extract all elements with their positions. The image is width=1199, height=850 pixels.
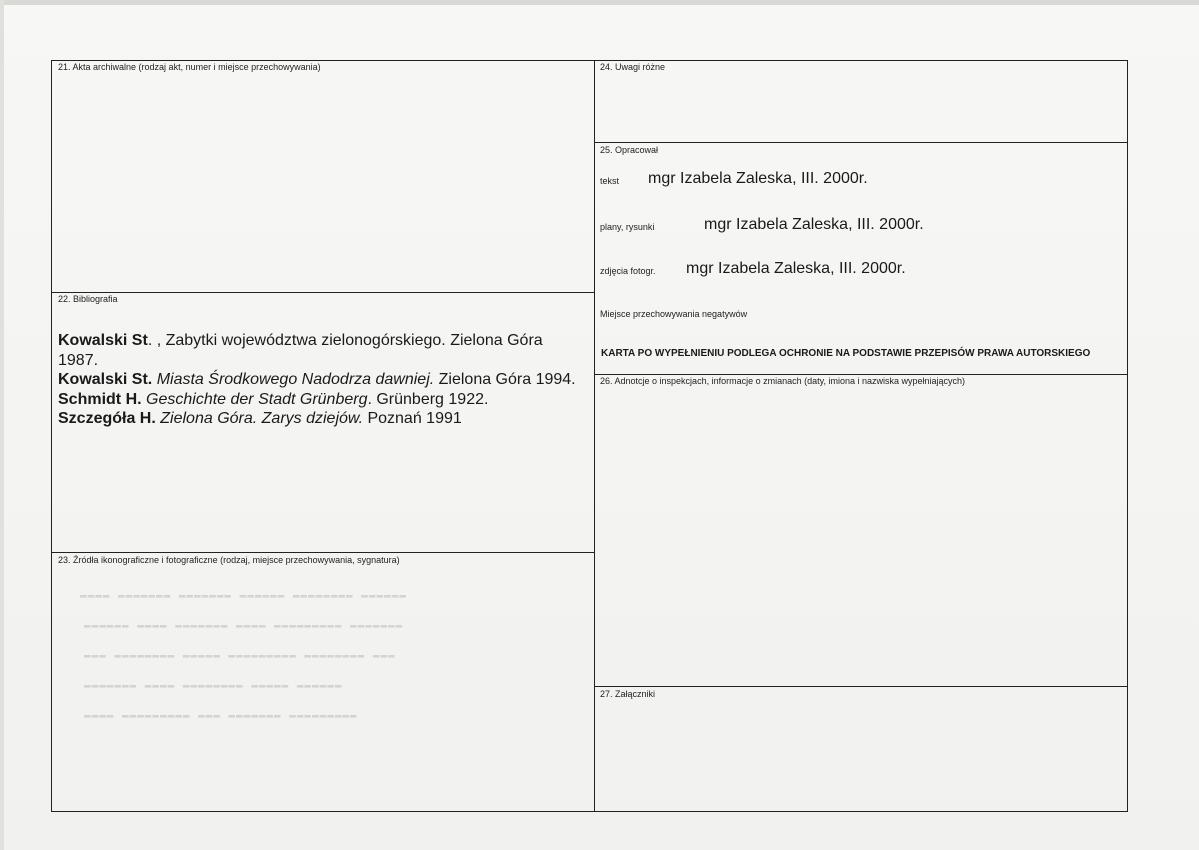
paper-edge-left [0,0,4,850]
bibliography-entry [58,331,585,370]
entry-title: Miasta Środkowego Nadodrza dawniej. [156,371,435,388]
plany-rysunki-author: mgr Izabela Zaleska, III. 2000r. [704,216,924,233]
bleed-through-text: ▬▬▬ ▬▬▬▬▬▬▬▬ ▬▬▬▬▬ ▬▬▬▬▬▬▬▬▬ ▬▬▬▬▬▬▬▬ ▬▬▬ [84,650,396,662]
section-24-label: 24. Uwagi różne [600,62,666,72]
section-27-zalaczniki [594,686,1128,812]
bibliography-list [58,331,585,429]
entry-author: Szczegóła H. [58,410,156,427]
entry-separator: . , [147,332,166,349]
section-22-label: 22. Bibliografia [58,294,118,304]
section-25-opracowal [594,142,1128,374]
section-23-zrodla-ikonograficzne [51,552,594,812]
section-25-label: 25. Opracował [600,145,659,155]
plany-rysunki-label: plany, rysunki [600,222,655,232]
paper-edge-top [0,0,1199,5]
zdjecia-fotogr-label: zdjęcia fotogr. [600,266,656,276]
section-27-label: 27. Załączniki [600,689,656,699]
section-23-label: 23. Źródła ikonograficzne i fotograficzne (rodzaj, miejsce przechowywania, sygnatura) [58,555,400,565]
section-21-label: 21. Akta archiwalne (rodzaj akt, numer i miejsce przechowywania) [58,62,321,72]
entry-title: Geschichte der Stadt Grünberg [146,390,368,408]
tekst-author: mgr Izabela Zaleska, III. 2000r. [648,170,868,187]
bibliography-entry [58,390,585,410]
entry-author: Kowalski St. [58,371,153,388]
bleed-through-text: ▬▬▬▬▬▬▬ ▬▬▬▬ ▬▬▬▬▬▬▬▬ ▬▬▬▬▬ ▬▬▬▬▬▬ [84,680,343,692]
bleed-through-text: ▬▬▬▬ ▬▬▬▬▬▬▬▬▬ ▬▬▬ ▬▬▬▬▬▬▬ ▬▬▬▬▬▬▬▬▬ [84,710,358,722]
bibliography-entry [58,409,585,429]
entry-publication: Poznań 1991 [363,410,462,427]
entry-title: Zielona Góra. Zarys dziejów. [160,410,364,427]
entry-publication: . Grünberg 1922. [367,390,489,408]
miejsce-negatywow-label: Miejsce przechowywania negatywów [600,309,748,319]
entry-publication: Zielona Góra 1994. [434,371,576,388]
section-24-uwagi-rozne [594,60,1128,142]
zdjecia-fotogr-author: mgr Izabela Zaleska, III. 2000r. [686,260,906,277]
entry-publication: . Zielona Góra 1987. [58,332,543,369]
section-21-akta-archiwalne [51,60,594,292]
entry-title: Zabytki województwa zielonogórskiego [165,332,442,349]
entry-author: Kowalski St [58,332,148,349]
bleed-through-text: ▬▬▬▬▬▬ ▬▬▬▬ ▬▬▬▬▬▬▬ ▬▬▬▬ ▬▬▬▬▬▬▬▬▬ ▬▬▬▬▬▬▬ [84,620,404,632]
section-26-adnotacje [594,374,1128,686]
entry-author: Schmidt H. [58,390,142,408]
bibliography-entry [58,370,585,390]
tekst-label: tekst [600,176,620,186]
bleed-through-text: ▬▬▬▬ ▬▬▬▬▬▬▬ ▬▬▬▬▬▬▬ ▬▬▬▬▬▬ ▬▬▬▬▬▬▬▬ ▬▬▬▬▬▬ [80,590,407,602]
section-26-label: 26. Adnotcje o inspekcjach, informacje o zmianach (daty, imiona i nazwiska wypełniających) [600,376,966,386]
copyright-notice: KARTA PO WYPEŁNIENIU PODLEGA OCHRONIE NA PODSTAWIE PRZEPISÓW PRAWA AUTORSKIEGO [601,348,1091,359]
